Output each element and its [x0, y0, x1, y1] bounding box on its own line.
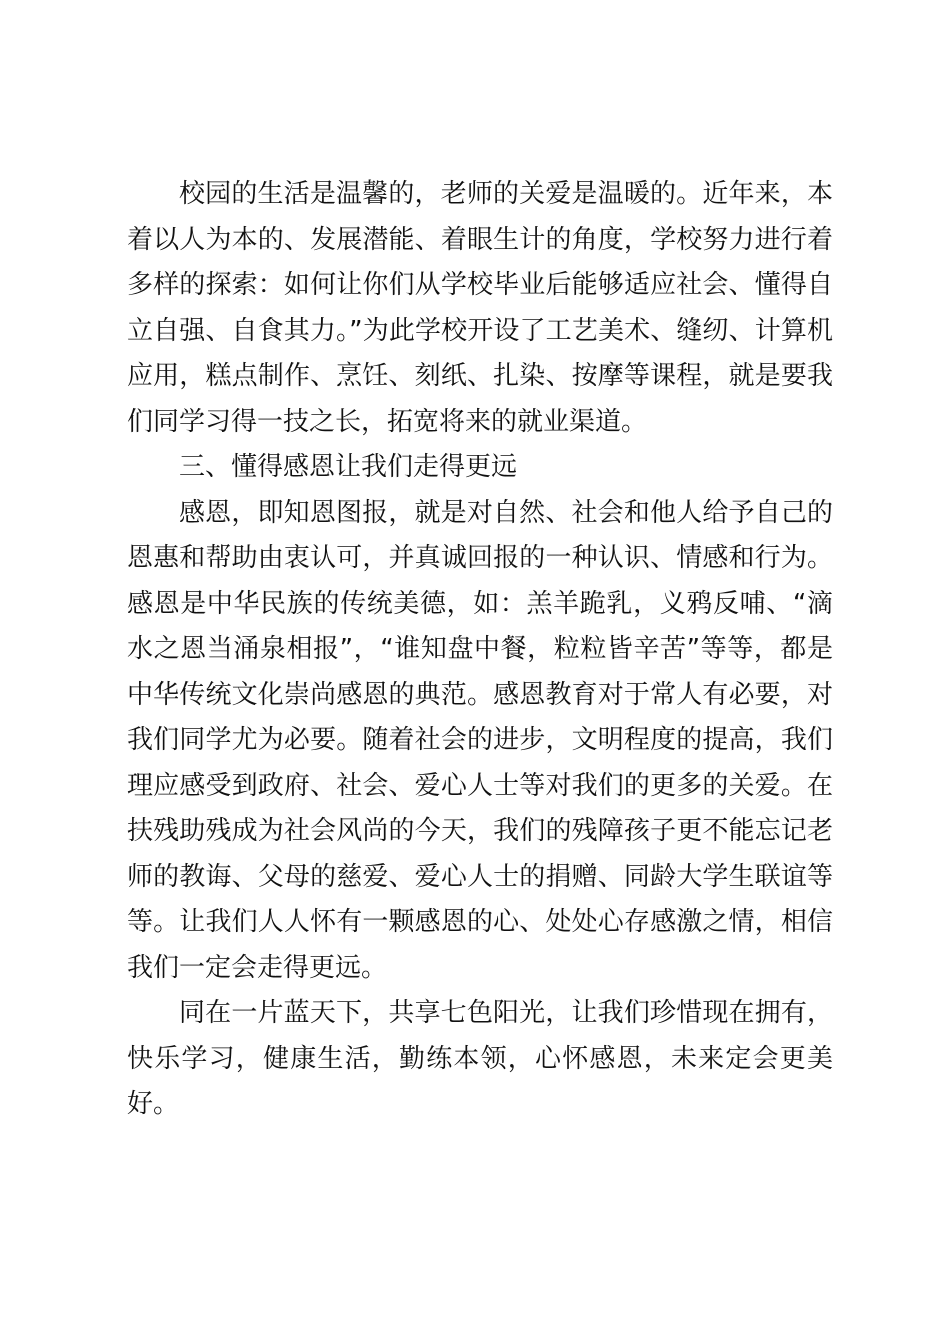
document-body: [127, 172, 833, 1128]
paragraph-gratitude: 感恩，即知恩图报，就是对自然、社会和他人给予自己的恩惠和帮助由衷认可，并真诚回报的一种认识、情感和行为。感恩是中华民族的传统美德，如：羔羊跪乳，义鸦反哺、“滴水之恩当涌泉相报”，“谁知盘中餐，粒粒皆辛苦”等等，都是中华传统文化崇尚感恩的典范。感恩教育对于常人有必要，对我们同学尤为必要。随着社会的进步，文明程度的提高，我们理应感受到政府、社会、爱心人士等对我们的更多的关爱。在扶残助残成为社会风尚的今天，我们的残障孩子更不能忘记老师的教诲、父母的慈爱、爱心人士的捐赠、同龄大学生联谊等等。让我们人人怀有一颗感恩的心、处处心存感激之情，相信我们一定会走得更远。: [127, 497, 833, 983]
paragraph-closing: 同在一片蓝天下，共享七色阳光，让我们珍惜现在拥有，快乐学习，健康生活，勤练本领，心怀感恩，未来定会更美好。: [127, 998, 833, 1119]
section-heading-gratitude: 三、懂得感恩让我们走得更远: [179, 452, 518, 482]
paragraph-campus-life: 校园的生活是温馨的，老师的关爱是温暖的。近年来，本着以人为本的、发展潜能、着眼生计的角度，学校努力进行着多样的探索：如何让你们从学校毕业后能够适应社会、懂得自立自强、自食其力。”为此学校开设了工艺美术、缝纫、计算机应用，糕点制作、烹饪、刻纸、扎染、按摩等课程，就是要我们同学习得一技之长，拓宽将来的就业渠道。: [127, 179, 833, 437]
